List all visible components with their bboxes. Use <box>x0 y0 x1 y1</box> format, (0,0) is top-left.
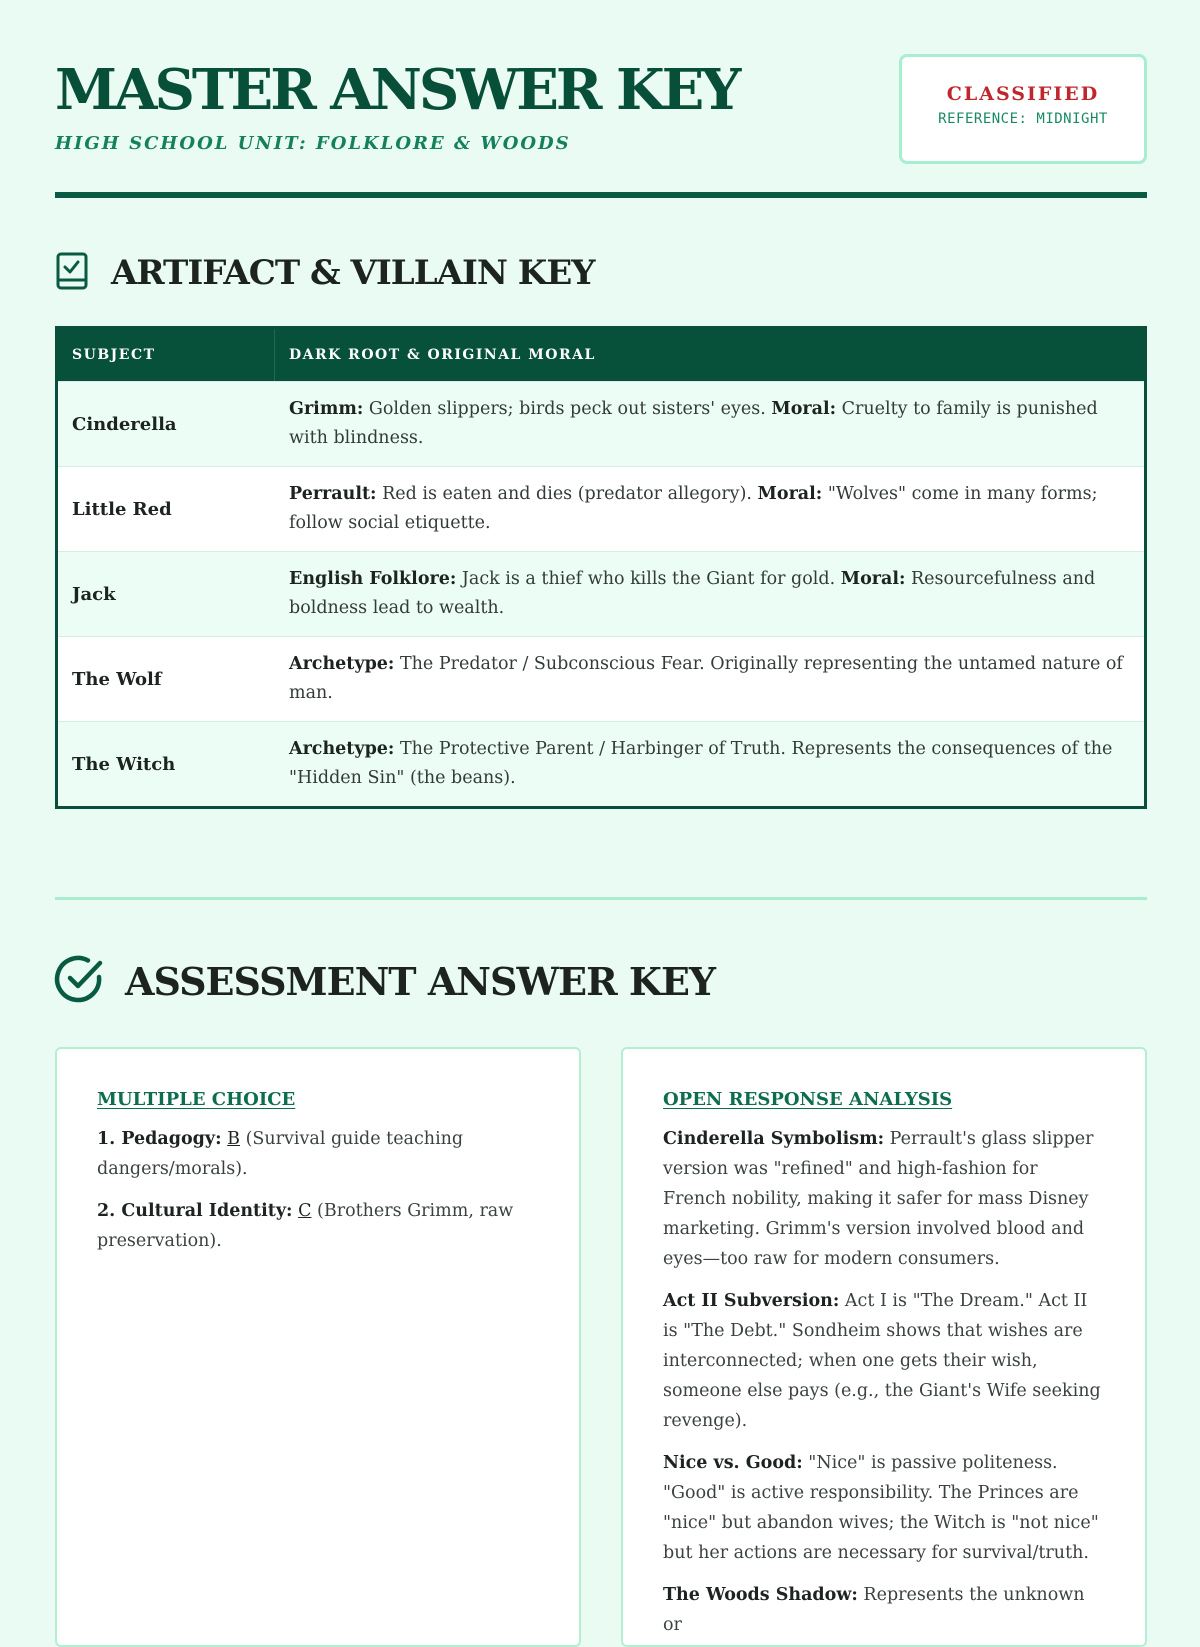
moral-text: "Wolves" come in many forms; follow social etiquette. <box>289 484 1098 533</box>
row-subject: The Witch <box>72 753 176 775</box>
row-moral <box>275 722 1144 806</box>
page-subtitle: HIGH SCHOOL UNIT: FOLKLORE & WOODS <box>55 133 571 154</box>
check-circle-icon <box>55 954 105 1008</box>
moral-text: Jack is a thief who kills the Giant for gold. <box>456 569 841 589</box>
open-response-item <box>663 1448 1105 1568</box>
table-body <box>58 381 1144 806</box>
table-row <box>58 551 1144 636</box>
response-label: The Woods Shadow: <box>663 1585 858 1605</box>
open-response-item <box>663 1286 1105 1436</box>
moral-text: The Predator / Subconscious Fear. Originally representing the untamed nature of man. <box>289 654 1123 703</box>
table-header <box>58 329 1144 381</box>
mc-answer: B <box>227 1129 240 1149</box>
classified-stamp <box>899 54 1147 164</box>
mc-answer: C <box>298 1201 312 1221</box>
row-moral <box>275 637 1144 721</box>
row-subject: Little Red <box>72 498 172 520</box>
artifact-section-heading <box>55 252 595 294</box>
section-title: ASSESSMENT ANSWER KEY <box>125 958 716 1004</box>
row-subject: Jack <box>72 583 116 605</box>
moral-label: English Folklore: <box>289 569 457 589</box>
multiple-choice-card <box>55 1047 581 1647</box>
mc-explanation: (Survival guide teaching dangers/morals). <box>97 1129 464 1179</box>
moral-text: Cruelty to family is punished with blindness. <box>289 399 1098 448</box>
section-divider <box>55 897 1147 900</box>
moral-label: Moral: <box>757 484 823 504</box>
response-text: Perrault's glass slipper version was "refined" and high-fashion for French nobility, making it safer for mass Disney marketing. Grimm's version involved blood and eyes—too raw for modern consumers. <box>663 1129 1094 1269</box>
villain-key-table <box>55 326 1147 809</box>
moral-label: Moral: <box>840 569 906 589</box>
response-label: Cinderella Symbolism: <box>663 1129 885 1149</box>
open-response-card <box>621 1047 1147 1647</box>
column-header-subject: SUBJECT <box>58 329 275 381</box>
row-subject: Cinderella <box>72 413 177 435</box>
section-title: ARTIFACT & VILLAIN KEY <box>111 253 595 293</box>
moral-label: Perrault: <box>289 484 377 504</box>
stamp-title: CLASSIFIED <box>946 83 1100 105</box>
mc-question-label: 2. Cultural Identity: <box>97 1201 293 1221</box>
mc-item <box>97 1196 539 1256</box>
mc-explanation: (Brothers Grimm, raw preservation). <box>97 1201 514 1251</box>
response-text: "Nice" is passive politeness. "Good" is active responsibility. The Princes are "nice" but abandon wives; the Witch is "not nice" but her actions are necessary for survival/truth. <box>663 1453 1099 1563</box>
row-moral <box>275 467 1144 551</box>
column-header-moral: DARK ROOT & ORIGINAL MORAL <box>289 347 596 363</box>
response-label: Nice vs. Good: <box>663 1453 803 1473</box>
moral-label: Archetype: <box>289 739 395 759</box>
row-moral <box>275 552 1144 636</box>
response-text: Represents the unknown or <box>663 1585 1085 1635</box>
multiple-choice-list <box>97 1124 539 1256</box>
card-title: OPEN RESPONSE ANALYSIS <box>663 1089 953 1110</box>
moral-text: Resourcefulness and boldness lead to wealth. <box>289 569 1096 618</box>
table-row <box>58 636 1144 721</box>
row-moral <box>275 382 1144 466</box>
moral-text: Red is eaten and dies (predator allegory). <box>376 484 758 504</box>
moral-label: Grimm: <box>289 399 364 419</box>
response-label: Act II Subversion: <box>663 1291 840 1311</box>
stamp-reference: REFERENCE: MIDNIGHT <box>938 111 1108 127</box>
checklist-book-icon <box>55 252 89 294</box>
moral-label: Archetype: <box>289 654 395 674</box>
table-row <box>58 721 1144 806</box>
header-divider <box>55 192 1147 198</box>
header <box>55 0 1147 200</box>
table-row <box>58 381 1144 466</box>
assessment-section-heading <box>55 954 715 1008</box>
open-response-item <box>663 1580 1105 1640</box>
moral-text: The Protective Parent / Harbinger of Truth. Represents the consequences of the "Hidden Sin" (the beans). <box>289 739 1113 788</box>
card-title: MULTIPLE CHOICE <box>97 1089 296 1110</box>
table-row <box>58 466 1144 551</box>
moral-text: Golden slippers; birds peck out sisters' eyes. <box>363 399 772 419</box>
response-text: Act I is "The Dream." Act II is "The Debt." Sondheim shows that wishes are interconnected; when one gets their wish, someone else pays (e.g., the Giant's Wife seeking revenge). <box>663 1291 1101 1431</box>
mc-item <box>97 1124 539 1184</box>
page-title: MASTER ANSWER KEY <box>55 57 739 123</box>
open-response-list <box>663 1124 1105 1640</box>
mc-question-label: 1. Pedagogy: <box>97 1129 222 1149</box>
open-response-item <box>663 1124 1105 1274</box>
row-subject: The Wolf <box>72 668 162 690</box>
answer-key-page <box>55 0 1147 1635</box>
moral-label: Moral: <box>771 399 837 419</box>
